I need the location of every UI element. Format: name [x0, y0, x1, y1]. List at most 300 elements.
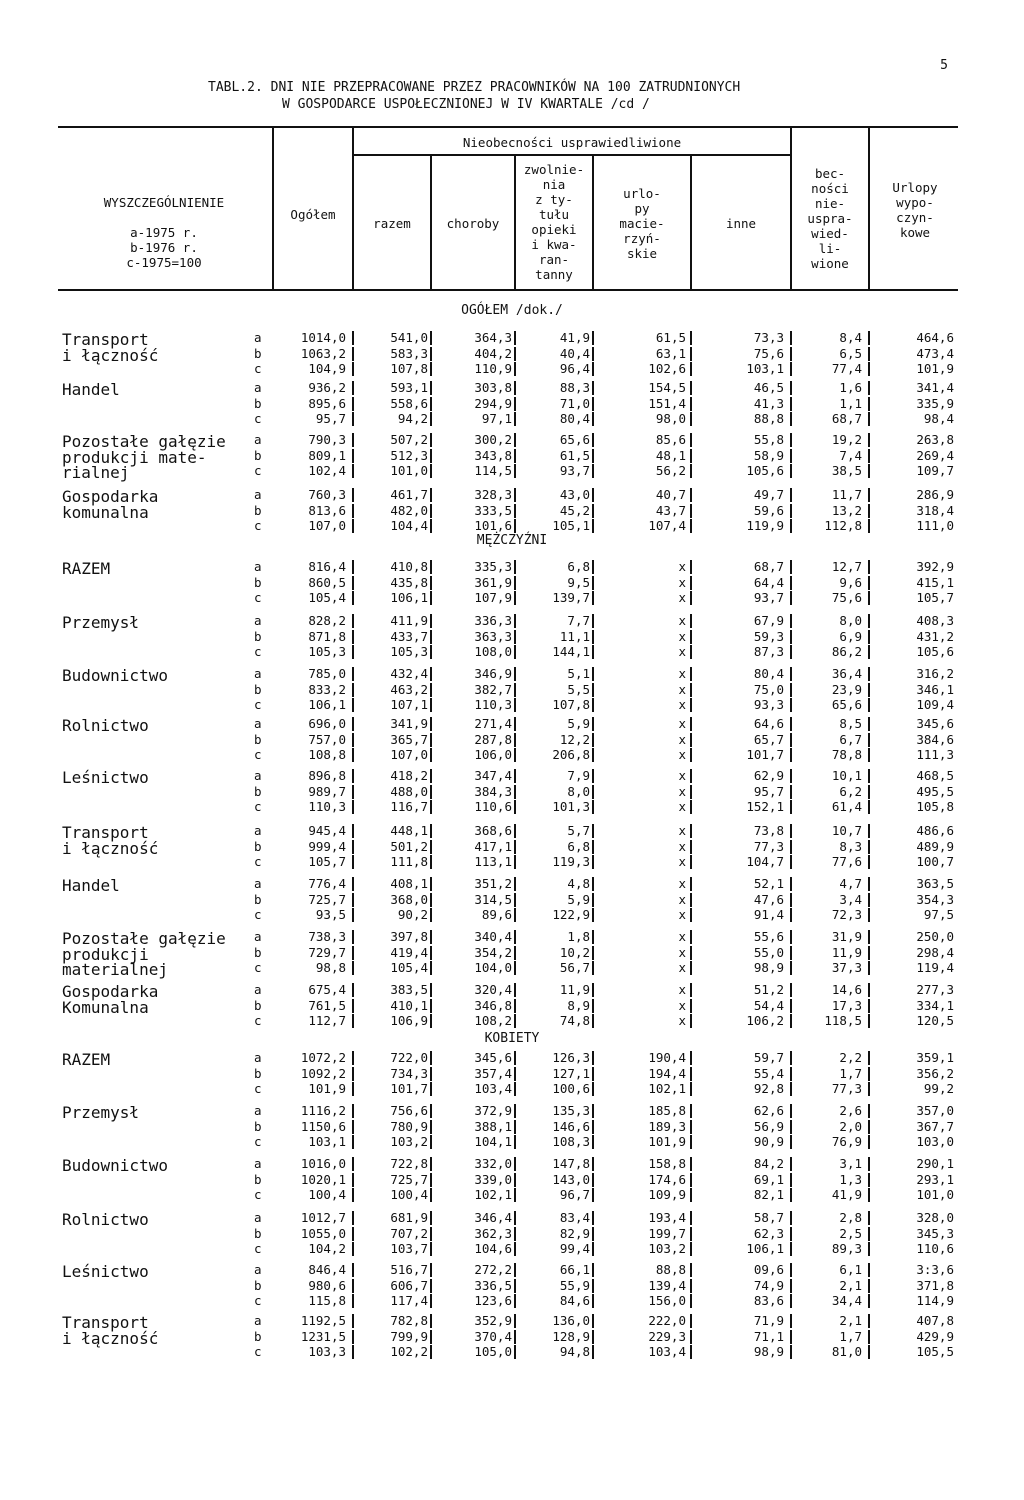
table-cell: 1072,2	[300, 1050, 346, 1065]
column-rule	[592, 961, 594, 975]
table-cell: 583,3	[390, 345, 428, 361]
table-cell: 725,7	[308, 891, 346, 907]
table-cell: 47,6	[753, 891, 784, 907]
table-cell: 62,3	[753, 1225, 784, 1241]
table-cell: x	[678, 997, 686, 1013]
column-rule	[430, 412, 432, 426]
table-cell: 34,4	[831, 1293, 862, 1308]
table-cell: 71,0	[559, 395, 590, 411]
table-row	[0, 1013, 1024, 1029]
column-rule	[352, 449, 354, 463]
table-row	[0, 644, 1024, 660]
table-row	[0, 1210, 1024, 1226]
table-row	[0, 998, 1024, 1014]
table-cell: 8,5	[839, 716, 862, 731]
table-row	[0, 876, 1024, 892]
row-label: Pozostałe gałęzie	[62, 432, 226, 451]
column-rule	[514, 1082, 516, 1096]
column-rule	[592, 1314, 594, 1328]
table-cell: 8,3	[839, 838, 862, 854]
header-urlopy-wypoczynkowe: Urlopy wypo- czyn- kowe	[892, 180, 938, 240]
table-cell: 139,4	[648, 1277, 686, 1293]
table-cell: x	[678, 854, 686, 869]
column-rule	[352, 1082, 354, 1096]
table-cell: 69,1	[753, 1171, 784, 1187]
table-cell: 463,2	[390, 681, 428, 697]
column-rule	[592, 840, 594, 854]
column-rule	[690, 877, 692, 891]
table-cell: 722,8	[390, 1156, 428, 1171]
column-rule	[790, 519, 792, 533]
row-key: b	[254, 447, 262, 463]
table-cell: 9,6	[839, 574, 862, 590]
table-row	[0, 1226, 1024, 1242]
column-rule	[592, 591, 594, 605]
column-rule	[352, 591, 354, 605]
header-stub: WYSZCZEGÓLNIENIE a-1975 r. b-1976 r. c-1975=100	[103, 195, 225, 270]
row-key: a	[254, 982, 262, 997]
table-cell: 55,9	[559, 1277, 590, 1293]
table-cell: 433,7	[390, 628, 428, 644]
table-cell: 101,0	[390, 463, 428, 478]
table-cell: 7,7	[567, 613, 590, 628]
column-rule	[868, 519, 870, 533]
table-cell: 17,3	[831, 997, 862, 1013]
table-cell: 104,7	[746, 854, 784, 869]
column-rule	[352, 999, 354, 1013]
row-key: b	[254, 944, 262, 960]
table-row	[0, 1241, 1024, 1257]
column-rule	[690, 698, 692, 712]
table-cell: 2,1	[839, 1313, 862, 1328]
column-rule	[690, 630, 692, 644]
table-cell: 136,0	[552, 1313, 590, 1328]
column-rule	[514, 519, 516, 533]
table-cell: 128,9	[552, 1328, 590, 1344]
column-rule	[514, 1173, 516, 1187]
column-rule	[592, 412, 594, 426]
column-rule	[690, 1211, 692, 1225]
table-cell: 87,3	[753, 644, 784, 659]
column-rule	[430, 717, 432, 731]
table-cell: 93,7	[559, 463, 590, 478]
table-cell: 1,6	[839, 380, 862, 395]
table-cell: 473,4	[916, 345, 954, 361]
table-row	[0, 1313, 1024, 1329]
table-cell: 102,6	[648, 361, 686, 376]
table-cell: 707,2	[390, 1225, 428, 1241]
row-label: Budownictwo	[62, 666, 168, 685]
table-cell: 40,7	[655, 487, 686, 502]
table-cell: 1150,6	[300, 1118, 346, 1134]
column-rule	[592, 785, 594, 799]
table-cell: 101,6	[474, 518, 512, 533]
column-rule	[592, 614, 594, 628]
table-cell: 6,7	[839, 731, 862, 747]
column-rule	[690, 504, 692, 518]
column-rule	[690, 362, 692, 376]
column-rule	[868, 433, 870, 447]
header-inne: inne	[725, 216, 757, 231]
column-rule	[790, 717, 792, 731]
header-urlopy-macierzynskie: urlo- py macie- rzyń- skie	[619, 186, 665, 261]
column-rule	[352, 1227, 354, 1241]
table-cell: 1012,7	[300, 1210, 346, 1225]
table-cell: 89,6	[481, 907, 512, 922]
table-cell: 119,9	[746, 518, 784, 533]
column-rule	[868, 1082, 870, 1096]
row-key: b	[254, 783, 262, 799]
table-cell: 81,0	[831, 1344, 862, 1359]
column-rule	[592, 908, 594, 922]
header-group-title: Nieobecności usprawiedliwione	[462, 135, 682, 150]
column-rule	[430, 824, 432, 838]
table-cell: 1020,1	[300, 1171, 346, 1187]
column-rule	[790, 1242, 792, 1256]
table-row	[0, 784, 1024, 800]
column-rule	[592, 560, 594, 574]
table-cell: 111,0	[916, 518, 954, 533]
table-cell: 229,3	[648, 1328, 686, 1344]
row-key: a	[254, 1050, 262, 1065]
table-row	[0, 1278, 1024, 1294]
table-cell: 156,0	[648, 1293, 686, 1308]
column-rule	[430, 1242, 432, 1256]
column-rule	[690, 733, 692, 747]
column-rule	[868, 1314, 870, 1328]
table-cell: 116,7	[390, 799, 428, 814]
table-cell: 103,2	[648, 1241, 686, 1256]
table-cell: 107,9	[474, 590, 512, 605]
column-rule	[514, 381, 516, 395]
table-row	[0, 396, 1024, 412]
table-cell: 1063,2	[300, 345, 346, 361]
table-cell: 62,6	[753, 1103, 784, 1118]
table-cell: 293,1	[916, 1171, 954, 1187]
table-cell: 2,2	[839, 1050, 862, 1065]
row-label: materialnej	[62, 960, 168, 979]
table-cell: 1092,2	[300, 1065, 346, 1081]
table-cell: 78,8	[831, 747, 862, 762]
table-cell: 10,1	[831, 768, 862, 783]
column-rule	[514, 1051, 516, 1065]
table-cell: 761,5	[308, 997, 346, 1013]
table-cell: 269,4	[916, 447, 954, 463]
table-row	[0, 960, 1024, 976]
table-cell: 104,9	[308, 361, 346, 376]
table-cell: 105,8	[916, 799, 954, 814]
column-rule	[868, 840, 870, 854]
table-cell: 104,0	[474, 960, 512, 975]
column-rule	[690, 1082, 692, 1096]
table-cell: 105,1	[552, 518, 590, 533]
table-cell: 429,9	[916, 1328, 954, 1344]
table-row	[0, 1172, 1024, 1188]
table-cell: 1231,5	[300, 1328, 346, 1344]
column-rule	[514, 961, 516, 975]
table-cell: x	[678, 644, 686, 659]
column-rule	[790, 877, 792, 891]
column-rule	[690, 908, 692, 922]
table-cell: 734,3	[390, 1065, 428, 1081]
table-row	[0, 629, 1024, 645]
table-cell: 110,9	[474, 361, 512, 376]
column-rule	[790, 1294, 792, 1308]
table-cell: 364,3	[474, 330, 512, 345]
row-key: b	[254, 1328, 262, 1344]
table-cell: 111,3	[916, 747, 954, 762]
column-rule	[690, 893, 692, 907]
table-cell: 3,4	[839, 891, 862, 907]
column-rule	[790, 464, 792, 478]
column-rule	[430, 1263, 432, 1277]
table-cell: 336,3	[474, 613, 512, 628]
row-key: a	[254, 1103, 262, 1118]
column-rule	[790, 683, 792, 697]
column-rule	[868, 488, 870, 502]
table-cell: 365,7	[390, 731, 428, 747]
table-cell: 31,9	[831, 929, 862, 944]
table-cell: 103,0	[916, 1134, 954, 1149]
table-cell: x	[678, 876, 686, 891]
column-rule	[868, 1067, 870, 1081]
column-rule	[430, 1051, 432, 1065]
table-cell: 49,7	[753, 487, 784, 502]
table-cell: 980,6	[308, 1277, 346, 1293]
table-cell: 408,1	[390, 876, 428, 891]
column-rule	[690, 667, 692, 681]
table-cell: 92,8	[753, 1081, 784, 1096]
column-rule	[592, 1263, 594, 1277]
column-rule	[430, 362, 432, 376]
table-cell: 303,8	[474, 380, 512, 395]
column-rule	[690, 717, 692, 731]
table-row	[0, 503, 1024, 519]
row-label: Transport	[62, 823, 149, 842]
table-cell: 108,2	[474, 1013, 512, 1028]
table-cell: 93,7	[753, 590, 784, 605]
table-row	[0, 380, 1024, 396]
table-cell: 482,0	[390, 502, 428, 518]
table-cell: 5,5	[567, 681, 590, 697]
table-cell: 55,6	[753, 929, 784, 944]
table-row	[0, 799, 1024, 815]
table-cell: 5,9	[567, 716, 590, 731]
column-rule	[430, 433, 432, 447]
column-rule	[430, 800, 432, 814]
column-rule	[790, 698, 792, 712]
table-cell: 363,3	[474, 628, 512, 644]
column-rule	[790, 1067, 792, 1081]
row-key: b	[254, 395, 262, 411]
row-key: a	[254, 876, 262, 891]
column-rule	[352, 733, 354, 747]
table-cell: 55,8	[753, 432, 784, 447]
table-cell: 43,7	[655, 502, 686, 518]
column-rule	[690, 800, 692, 814]
column-rule	[430, 1157, 432, 1171]
column-rule	[514, 433, 516, 447]
table-cell: 90,9	[753, 1134, 784, 1149]
column-rule	[868, 1330, 870, 1344]
column-rule	[514, 630, 516, 644]
table-cell: x	[678, 783, 686, 799]
column-rule	[790, 1014, 792, 1028]
column-rule	[690, 1135, 692, 1149]
column-rule	[790, 1314, 792, 1328]
table-cell: 185,8	[648, 1103, 686, 1118]
column-rule	[592, 1104, 594, 1118]
column-rule	[790, 667, 792, 681]
table-cell: x	[678, 907, 686, 922]
row-key: b	[254, 1171, 262, 1187]
table-cell: 63,1	[655, 345, 686, 361]
column-rule	[352, 412, 354, 426]
table-cell: 354,3	[916, 891, 954, 907]
column-rule	[790, 946, 792, 960]
column-rule	[592, 733, 594, 747]
column-rule	[868, 961, 870, 975]
header-razem: razem	[373, 216, 411, 231]
table-cell: 83,6	[753, 1293, 784, 1308]
table-cell: 12,2	[559, 731, 590, 747]
table-cell: 760,3	[308, 487, 346, 502]
table-cell: 109,7	[916, 463, 954, 478]
column-rule	[690, 347, 692, 361]
table-cell: 896,8	[308, 768, 346, 783]
table-cell: 77,3	[753, 838, 784, 854]
column-rule	[514, 893, 516, 907]
header-choroby: choroby	[446, 216, 500, 231]
table-cell: 104,1	[474, 1134, 512, 1149]
table-cell: 101,9	[916, 361, 954, 376]
table-cell: 725,7	[390, 1171, 428, 1187]
column-rule	[868, 1279, 870, 1293]
table-cell: 8,0	[567, 783, 590, 799]
table-cell: 782,8	[390, 1313, 428, 1328]
table-cell: 84,6	[559, 1293, 590, 1308]
table-cell: 7,4	[839, 447, 862, 463]
table-row	[0, 463, 1024, 479]
table-cell: 300,2	[474, 432, 512, 447]
column-rule	[514, 908, 516, 922]
column-rule	[868, 591, 870, 605]
table-cell: 357,0	[916, 1103, 954, 1118]
row-label: Komunalna	[62, 997, 149, 1017]
column-rule	[790, 433, 792, 447]
table-cell: 361,9	[474, 574, 512, 590]
table-cell: 357,4	[474, 1065, 512, 1081]
table-cell: 88,3	[559, 380, 590, 395]
table-cell: 102,4	[308, 463, 346, 478]
table-cell: 103,4	[474, 1081, 512, 1096]
table-cell: 346,8	[474, 997, 512, 1013]
table-cell: 146,6	[552, 1118, 590, 1134]
row-label: Leśnictwo	[62, 768, 149, 787]
table-row	[0, 487, 1024, 503]
column-rule	[352, 785, 354, 799]
column-rule	[430, 1135, 432, 1149]
table-row	[0, 1081, 1024, 1097]
row-key: b	[254, 1277, 262, 1293]
table-cell: 97,1	[481, 411, 512, 426]
row-label: komunalna	[62, 502, 149, 522]
column-rule	[790, 412, 792, 426]
column-rule	[790, 362, 792, 376]
row-label: Transport	[62, 1313, 149, 1332]
column-rule	[690, 560, 692, 574]
column-rule	[430, 1294, 432, 1308]
table-row	[0, 747, 1024, 763]
column-rule	[868, 347, 870, 361]
row-key: b	[254, 1118, 262, 1134]
table-cell: 10,7	[831, 823, 862, 838]
table-cell: 397,8	[390, 929, 428, 944]
table-cell: 100,6	[552, 1081, 590, 1096]
table-cell: 419,4	[390, 944, 428, 960]
column-rule	[514, 1104, 516, 1118]
table-cell: 3:3,6	[916, 1262, 954, 1277]
table-cell: 431,2	[916, 628, 954, 644]
column-rule	[690, 1173, 692, 1187]
table-cell: 335,3	[474, 559, 512, 574]
table-cell: 94,2	[397, 411, 428, 426]
column-rule	[592, 769, 594, 783]
table-row	[0, 559, 1024, 575]
column-rule	[514, 560, 516, 574]
column-rule	[352, 381, 354, 395]
table-cell: 776,4	[308, 876, 346, 891]
table-cell: 126,3	[552, 1050, 590, 1065]
table-cell: 488,0	[390, 783, 428, 799]
table-cell: 250,0	[916, 929, 954, 944]
column-rule	[790, 1345, 792, 1359]
table-cell: 93,5	[315, 907, 346, 922]
table-cell: 316,2	[916, 666, 954, 681]
column-rule	[790, 1082, 792, 1096]
table-cell: 1116,2	[300, 1103, 346, 1118]
column-rule	[352, 519, 354, 533]
column-rule	[352, 397, 354, 411]
table-row	[0, 1293, 1024, 1309]
column-rule	[790, 800, 792, 814]
column-rule	[868, 1104, 870, 1118]
table-cell: 105,6	[916, 644, 954, 659]
table-cell: 107,4	[648, 518, 686, 533]
table-cell: 382,7	[474, 681, 512, 697]
table-cell: 287,8	[474, 731, 512, 747]
column-rule	[690, 576, 692, 590]
column-rule	[592, 630, 594, 644]
table-cell: 82,9	[559, 1225, 590, 1241]
column-rule	[514, 1014, 516, 1028]
table-cell: 367,7	[916, 1118, 954, 1134]
column-rule	[592, 748, 594, 762]
table-cell: 55,4	[753, 1065, 784, 1081]
column-rule	[690, 1279, 692, 1293]
column-rule	[868, 331, 870, 345]
column-rule	[868, 1263, 870, 1277]
column-rule	[430, 1014, 432, 1028]
table-cell: 110,3	[474, 697, 512, 712]
table-row	[0, 1262, 1024, 1278]
column-rule	[690, 645, 692, 659]
column-rule	[430, 381, 432, 395]
table-cell: 59,6	[753, 502, 784, 518]
column-rule	[430, 1067, 432, 1081]
row-label: Gospodarka	[62, 487, 159, 506]
column-rule	[868, 683, 870, 697]
